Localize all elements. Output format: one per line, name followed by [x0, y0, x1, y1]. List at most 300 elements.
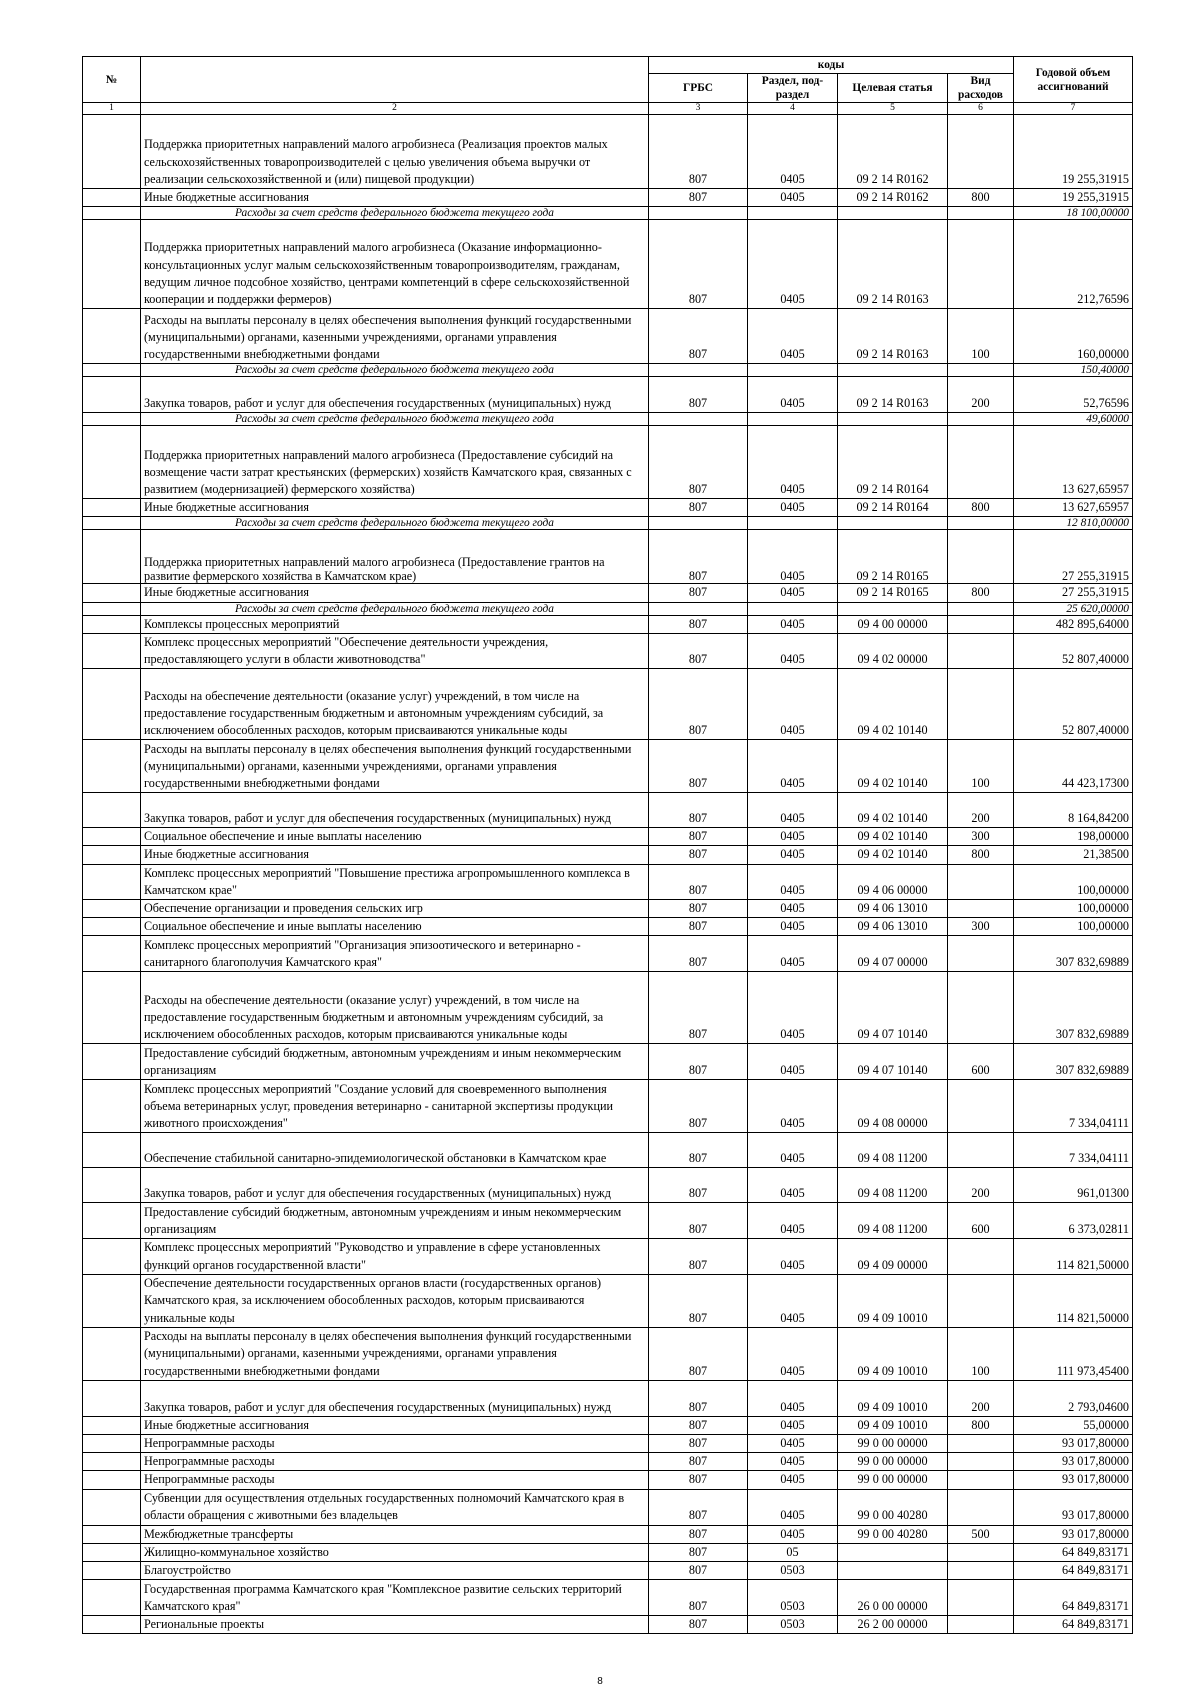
cell-vid: 600 — [948, 1203, 1014, 1239]
cell-celevaya — [838, 1543, 948, 1561]
header-razdel: Раздел, под-раздел — [748, 74, 838, 103]
cell-name: Социальное обеспечение и иные выплаты населению — [141, 828, 649, 846]
cell-name: Закупка товаров, работ и услуг для обеспечения государственных (муниципальных) нужд — [141, 793, 649, 828]
cell-grbs: 807 — [649, 1168, 748, 1203]
cell-razdel: 0405 — [748, 740, 838, 793]
cell-num — [83, 1080, 141, 1133]
cell-vid — [948, 1580, 1014, 1616]
cell-vid — [948, 1616, 1014, 1634]
cell-obem: 8 164,84200 — [1014, 793, 1133, 828]
cell-razdel — [748, 413, 838, 426]
cell-grbs: 807 — [649, 633, 748, 668]
table-row — [83, 1580, 1133, 1616]
table-row — [83, 1133, 1133, 1168]
cell-celevaya: 26 2 00 00000 — [838, 1616, 948, 1634]
cell-vid: 800 — [948, 189, 1014, 207]
cell-obem: 64 849,83171 — [1014, 1616, 1133, 1634]
cell-razdel: 0405 — [748, 1239, 838, 1274]
table-row — [83, 1327, 1133, 1380]
cell-razdel: 0405 — [748, 189, 838, 207]
federal-budget-row — [83, 517, 1133, 530]
cell-vid — [948, 900, 1014, 918]
cell-num — [83, 377, 141, 413]
cell-razdel: 0405 — [748, 1327, 838, 1380]
cell-grbs: 807 — [649, 1044, 748, 1080]
cell-name: Непрограммные расходы — [141, 1471, 649, 1489]
cell-celevaya: 09 2 14 R0162 — [838, 115, 948, 189]
table-row — [83, 633, 1133, 668]
cell-grbs: 807 — [649, 936, 748, 972]
cell-obem: 307 832,69889 — [1014, 972, 1133, 1044]
cell-num — [83, 1203, 141, 1239]
cell-celevaya: 99 0 00 00000 — [838, 1471, 948, 1489]
cell-vid: 300 — [948, 918, 1014, 936]
cell-name: Предоставление субсидий бюджетным, автономным учреждениям и иным некоммерческим организациям — [141, 1044, 649, 1080]
cell-obem: 19 255,31915 — [1014, 189, 1133, 207]
cell-celevaya — [838, 364, 948, 377]
cell-celevaya: 09 4 09 10010 — [838, 1416, 948, 1434]
cell-num — [83, 1380, 141, 1416]
cell-grbs: 807 — [649, 189, 748, 207]
table-row — [83, 1435, 1133, 1453]
cell-celevaya — [838, 1562, 948, 1580]
cell-vid — [948, 115, 1014, 189]
cell-name: Благоустройство — [141, 1562, 649, 1580]
cell-razdel: 0405 — [748, 309, 838, 364]
cell-num — [83, 426, 141, 499]
cell-grbs: 807 — [649, 1543, 748, 1561]
cell-vid: 200 — [948, 793, 1014, 828]
cell-grbs: 807 — [649, 1080, 748, 1133]
cell-name: Иные бюджетные ассигнования — [141, 584, 649, 602]
header-celevaya: Целевая статья — [838, 74, 948, 103]
cell-grbs: 807 — [649, 1562, 748, 1580]
table-row — [83, 309, 1133, 364]
cell-num — [83, 584, 141, 602]
cell-obem: 100,00000 — [1014, 864, 1133, 899]
cell-grbs: 807 — [649, 918, 748, 936]
cell-celevaya: 09 4 08 11200 — [838, 1133, 948, 1168]
cell-grbs: 807 — [649, 1471, 748, 1489]
cell-obem: 27 255,31915 — [1014, 530, 1133, 584]
table-row — [83, 1080, 1133, 1133]
cell-razdel: 0405 — [748, 669, 838, 740]
table-row — [83, 584, 1133, 602]
cell-razdel — [748, 207, 838, 220]
cell-razdel: 0405 — [748, 633, 838, 668]
cell-name: Жилищно-коммунальное хозяйство — [141, 1543, 649, 1561]
table-row — [83, 1274, 1133, 1327]
cell-grbs: 807 — [649, 377, 748, 413]
cell-name: Иные бюджетные ассигнования — [141, 499, 649, 517]
cell-razdel: 0405 — [748, 1080, 838, 1133]
table-row — [83, 1525, 1133, 1543]
cell-grbs: 807 — [649, 846, 748, 864]
cell-grbs: 807 — [649, 1239, 748, 1274]
cell-celevaya: 09 4 06 00000 — [838, 864, 948, 899]
federal-budget-row — [83, 207, 1133, 220]
cell-celevaya: 09 4 07 10140 — [838, 972, 948, 1044]
cell-razdel: 0405 — [748, 584, 838, 602]
cell-name: Комплекс процессных мероприятий "Создание условий для своевременного выполнения объема ветеринарных услуг, проведения ветеринарно - санитарной экспертизы продукции животного происхождения" — [141, 1080, 649, 1133]
cell-num — [83, 828, 141, 846]
cell-name: Поддержка приоритетных направлений малого агробизнеса (Предоставление грантов на развитие фермерского хозяйства в Камчатском крае) — [141, 530, 649, 584]
cell-name: Обеспечение организации и проведения сельских игр — [141, 900, 649, 918]
cell-grbs: 807 — [649, 864, 748, 899]
cell-vid: 100 — [948, 740, 1014, 793]
cell-celevaya — [838, 602, 948, 615]
cell-name: Иные бюджетные ассигнования — [141, 846, 649, 864]
col-number: 7 — [1014, 103, 1133, 115]
cell-obem: 25 620,00000 — [1014, 602, 1133, 615]
cell-name: Непрограммные расходы — [141, 1435, 649, 1453]
cell-vid — [948, 1435, 1014, 1453]
cell-grbs: 807 — [649, 1435, 748, 1453]
cell-razdel: 0405 — [748, 426, 838, 499]
cell-razdel: 0405 — [748, 900, 838, 918]
cell-celevaya: 09 2 14 R0164 — [838, 426, 948, 499]
cell-name: Обеспечение стабильной санитарно-эпидемиологической обстановки в Камчатском крае — [141, 1133, 649, 1168]
cell-vid — [948, 1489, 1014, 1525]
cell-num — [83, 1044, 141, 1080]
cell-vid — [948, 936, 1014, 972]
cell-name: Расходы на выплаты персоналу в целях обеспечения выполнения функций государственными (муниципальными) органами, казенными учреждениями, органами управления государственными внебюджетными фондами — [141, 1327, 649, 1380]
cell-obem: 114 821,50000 — [1014, 1274, 1133, 1327]
cell-vid — [948, 1274, 1014, 1327]
cell-obem: 13 627,65957 — [1014, 426, 1133, 499]
cell-vid — [948, 1543, 1014, 1561]
cell-vid — [948, 1080, 1014, 1133]
cell-grbs: 807 — [649, 1525, 748, 1543]
cell-grbs: 807 — [649, 615, 748, 633]
cell-grbs: 807 — [649, 1580, 748, 1616]
cell-celevaya: 09 4 00 00000 — [838, 615, 948, 633]
cell-razdel: 0405 — [748, 1489, 838, 1525]
cell-obem: 52 807,40000 — [1014, 669, 1133, 740]
cell-num — [83, 918, 141, 936]
table-row — [83, 1239, 1133, 1274]
cell-name: Комплекс процессных мероприятий "Организация эпизоотического и ветеринарно - санитарного благополучия Камчатского края" — [141, 936, 649, 972]
cell-grbs: 807 — [649, 900, 748, 918]
cell-vid: 300 — [948, 828, 1014, 846]
cell-grbs: 807 — [649, 1133, 748, 1168]
cell-vid — [948, 633, 1014, 668]
cell-razdel: 0405 — [748, 1435, 838, 1453]
header-name — [141, 57, 649, 103]
cell-celevaya: 09 2 14 R0163 — [838, 220, 948, 309]
cell-vid — [948, 1453, 1014, 1471]
table-row — [83, 740, 1133, 793]
cell-num — [83, 972, 141, 1044]
cell-num — [83, 1327, 141, 1380]
table-row — [83, 900, 1133, 918]
cell-vid — [948, 413, 1014, 426]
cell-name: Комплекс процессных мероприятий "Обеспечение деятельности учреждения, предоставляющего услуги в области животноводства" — [141, 633, 649, 668]
cell-celevaya: 09 4 06 13010 — [838, 900, 948, 918]
cell-obem: 44 423,17300 — [1014, 740, 1133, 793]
table-row — [83, 864, 1133, 899]
cell-vid: 800 — [948, 499, 1014, 517]
cell-celevaya: 09 4 09 10010 — [838, 1327, 948, 1380]
table-row — [83, 1471, 1133, 1489]
cell-vid: 200 — [948, 1168, 1014, 1203]
cell-name: Закупка товаров, работ и услуг для обеспечения государственных (муниципальных) нужд — [141, 377, 649, 413]
cell-grbs: 807 — [649, 220, 748, 309]
cell-num — [83, 900, 141, 918]
table-row — [83, 936, 1133, 972]
table-row — [83, 530, 1133, 584]
cell-name: Расходы за счет средств федерального бюджета текущего года — [141, 413, 649, 426]
cell-razdel: 0405 — [748, 1453, 838, 1471]
table-row — [83, 1453, 1133, 1471]
table-row — [83, 972, 1133, 1044]
cell-obem: 961,01300 — [1014, 1168, 1133, 1203]
cell-razdel — [748, 364, 838, 377]
cell-grbs: 807 — [649, 1380, 748, 1416]
cell-celevaya: 99 0 00 00000 — [838, 1435, 948, 1453]
cell-obem: 93 017,80000 — [1014, 1435, 1133, 1453]
cell-obem: 482 895,64000 — [1014, 615, 1133, 633]
cell-grbs: 807 — [649, 426, 748, 499]
cell-num — [83, 602, 141, 615]
table-row — [83, 1562, 1133, 1580]
header-vid: Вид расходов — [948, 74, 1014, 103]
cell-obem: 150,40000 — [1014, 364, 1133, 377]
page-number: 8 — [597, 1676, 603, 1687]
cell-num — [83, 740, 141, 793]
cell-obem: 64 849,83171 — [1014, 1562, 1133, 1580]
table-row — [83, 1203, 1133, 1239]
cell-num — [83, 615, 141, 633]
cell-num — [83, 1525, 141, 1543]
cell-num — [83, 413, 141, 426]
cell-vid: 100 — [948, 1327, 1014, 1380]
table-row — [83, 1616, 1133, 1634]
cell-name: Расходы на выплаты персоналу в целях обеспечения выполнения функций государственными (муниципальными) органами, казенными учреждениями, органами управления государственными внебюджетными фондами — [141, 740, 649, 793]
cell-grbs — [649, 517, 748, 530]
cell-vid — [948, 1471, 1014, 1489]
cell-vid — [948, 615, 1014, 633]
cell-num — [83, 499, 141, 517]
cell-grbs: 807 — [649, 1416, 748, 1434]
cell-razdel: 0405 — [748, 220, 838, 309]
cell-celevaya: 09 2 14 R0164 — [838, 499, 948, 517]
cell-grbs: 807 — [649, 530, 748, 584]
col-number: 2 — [141, 103, 649, 115]
header-codes: коды — [649, 57, 1014, 74]
cell-celevaya: 09 4 02 10140 — [838, 740, 948, 793]
cell-razdel: 0405 — [748, 1274, 838, 1327]
cell-name: Закупка товаров, работ и услуг для обеспечения государственных (муниципальных) нужд — [141, 1168, 649, 1203]
cell-num — [83, 1562, 141, 1580]
cell-celevaya: 09 4 09 10010 — [838, 1274, 948, 1327]
cell-num — [83, 530, 141, 584]
cell-razdel — [748, 517, 838, 530]
cell-obem: 7 334,04111 — [1014, 1133, 1133, 1168]
cell-name: Предоставление субсидий бюджетным, автономным учреждениям и иным некоммерческим организациям — [141, 1203, 649, 1239]
table-row — [83, 189, 1133, 207]
cell-razdel: 0405 — [748, 864, 838, 899]
cell-celevaya: 09 2 14 R0162 — [838, 189, 948, 207]
budget-table — [82, 56, 1133, 1634]
cell-celevaya: 09 4 07 00000 — [838, 936, 948, 972]
cell-vid: 200 — [948, 377, 1014, 413]
cell-grbs: 807 — [649, 828, 748, 846]
cell-num — [83, 846, 141, 864]
cell-razdel: 0405 — [748, 936, 838, 972]
cell-obem: 100,00000 — [1014, 900, 1133, 918]
cell-celevaya: 09 4 08 11200 — [838, 1203, 948, 1239]
cell-grbs — [649, 602, 748, 615]
cell-vid: 800 — [948, 846, 1014, 864]
cell-celevaya: 09 4 02 10140 — [838, 828, 948, 846]
cell-celevaya: 99 0 00 40280 — [838, 1525, 948, 1543]
cell-vid — [948, 426, 1014, 499]
cell-grbs: 807 — [649, 1203, 748, 1239]
cell-obem: 52,76596 — [1014, 377, 1133, 413]
cell-name: Межбюджетные трансферты — [141, 1525, 649, 1543]
federal-budget-row — [83, 413, 1133, 426]
cell-obem: 100,00000 — [1014, 918, 1133, 936]
cell-name: Региональные проекты — [141, 1616, 649, 1634]
cell-vid: 600 — [948, 1044, 1014, 1080]
cell-num — [83, 1489, 141, 1525]
cell-celevaya: 09 4 07 10140 — [838, 1044, 948, 1080]
cell-vid — [948, 530, 1014, 584]
table-row — [83, 1168, 1133, 1203]
cell-name: Расходы на выплаты персоналу в целях обеспечения выполнения функций государственными (муниципальными) органами, казенными учреждениями, органами управления государственными внебюджетными фондами — [141, 309, 649, 364]
cell-name: Поддержка приоритетных направлений малого агробизнеса (Реализация проектов малых сельскохозяйственных товаропроизводителей с целью увеличения объема выручки от реализации сельскохозяйственной и (или) пищевой продукции) — [141, 115, 649, 189]
cell-razdel: 0405 — [748, 1044, 838, 1080]
cell-name: Расходы за счет средств федерального бюджета текущего года — [141, 517, 649, 530]
cell-name: Субвенции для осуществления отдельных государственных полномочий Камчатского края в области обращения с животными без владельцев — [141, 1489, 649, 1525]
cell-razdel: 0405 — [748, 793, 838, 828]
cell-vid — [948, 972, 1014, 1044]
cell-num — [83, 220, 141, 309]
cell-obem: 18 100,00000 — [1014, 207, 1133, 220]
cell-razdel: 0405 — [748, 530, 838, 584]
cell-celevaya: 99 0 00 40280 — [838, 1489, 948, 1525]
cell-celevaya: 09 4 02 10140 — [838, 669, 948, 740]
cell-vid — [948, 1239, 1014, 1274]
cell-grbs: 807 — [649, 972, 748, 1044]
cell-celevaya: 09 4 09 00000 — [838, 1239, 948, 1274]
cell-celevaya: 09 2 14 R0165 — [838, 530, 948, 584]
cell-razdel: 0405 — [748, 1471, 838, 1489]
cell-obem: 93 017,80000 — [1014, 1525, 1133, 1543]
table-row — [83, 115, 1133, 189]
table-row — [83, 615, 1133, 633]
cell-razdel: 0405 — [748, 1203, 838, 1239]
cell-vid: 500 — [948, 1525, 1014, 1543]
cell-celevaya — [838, 207, 948, 220]
cell-vid — [948, 517, 1014, 530]
cell-obem: 49,60000 — [1014, 413, 1133, 426]
cell-razdel: 0503 — [748, 1580, 838, 1616]
table-row — [83, 918, 1133, 936]
cell-celevaya: 09 4 02 10140 — [838, 793, 948, 828]
cell-obem: 64 849,83171 — [1014, 1580, 1133, 1616]
table-row — [83, 426, 1133, 499]
cell-obem: 19 255,31915 — [1014, 115, 1133, 189]
cell-razdel: 0405 — [748, 972, 838, 1044]
cell-num — [83, 1416, 141, 1434]
cell-grbs: 807 — [649, 669, 748, 740]
cell-name: Расходы за счет средств федерального бюджета текущего года — [141, 602, 649, 615]
cell-grbs: 807 — [649, 1489, 748, 1525]
cell-num — [83, 669, 141, 740]
table-row — [83, 377, 1133, 413]
cell-celevaya: 09 4 08 00000 — [838, 1080, 948, 1133]
cell-obem: 307 832,69889 — [1014, 936, 1133, 972]
cell-num — [83, 1133, 141, 1168]
cell-vid: 100 — [948, 309, 1014, 364]
cell-name: Комплекс процессных мероприятий "Повышение престижа агропромышленного комплекса в Камчатском крае" — [141, 864, 649, 899]
col-number: 5 — [838, 103, 948, 115]
cell-obem: 27 255,31915 — [1014, 584, 1133, 602]
cell-obem: 12 810,00000 — [1014, 517, 1133, 530]
table-row — [83, 793, 1133, 828]
cell-razdel: 0405 — [748, 115, 838, 189]
cell-celevaya: 09 4 06 13010 — [838, 918, 948, 936]
cell-num — [83, 115, 141, 189]
cell-obem: 198,00000 — [1014, 828, 1133, 846]
header-num: № — [83, 57, 141, 103]
cell-vid — [948, 864, 1014, 899]
cell-razdel: 0405 — [748, 846, 838, 864]
cell-celevaya: 09 2 14 R0163 — [838, 377, 948, 413]
cell-num — [83, 517, 141, 530]
cell-celevaya: 09 4 02 10140 — [838, 846, 948, 864]
cell-razdel: 0405 — [748, 1133, 838, 1168]
cell-razdel: 0405 — [748, 828, 838, 846]
cell-name: Обеспечение деятельности государственных органов власти (государственных органов) Камчатского края, за исключением обособленных расходов, которым присваиваются уникальные коды — [141, 1274, 649, 1327]
cell-razdel: 0503 — [748, 1616, 838, 1634]
cell-celevaya: 09 4 09 10010 — [838, 1380, 948, 1416]
cell-celevaya: 26 0 00 00000 — [838, 1580, 948, 1616]
cell-obem: 7 334,04111 — [1014, 1080, 1133, 1133]
cell-num — [83, 1616, 141, 1634]
cell-grbs: 807 — [649, 1453, 748, 1471]
cell-obem: 160,00000 — [1014, 309, 1133, 364]
cell-name: Иные бюджетные ассигнования — [141, 189, 649, 207]
cell-celevaya: 09 2 14 R0163 — [838, 309, 948, 364]
cell-grbs: 807 — [649, 309, 748, 364]
cell-vid — [948, 220, 1014, 309]
cell-num — [83, 1543, 141, 1561]
cell-grbs: 807 — [649, 1327, 748, 1380]
cell-obem: 64 849,83171 — [1014, 1543, 1133, 1561]
cell-razdel: 0503 — [748, 1562, 838, 1580]
col-number: 6 — [948, 103, 1014, 115]
cell-grbs — [649, 413, 748, 426]
cell-razdel: 0405 — [748, 918, 838, 936]
cell-vid — [948, 602, 1014, 615]
cell-name: Социальное обеспечение и иные выплаты населению — [141, 918, 649, 936]
cell-name: Расходы на обеспечение деятельности (оказание услуг) учреждений, в том числе на предоставление государственным бюджетным и автономным учреждениям субсидий, за исключением обособленных расходов, которым присваиваются уникальные коды — [141, 669, 649, 740]
cell-celevaya — [838, 517, 948, 530]
cell-celevaya — [838, 413, 948, 426]
cell-num — [83, 1580, 141, 1616]
cell-razdel — [748, 602, 838, 615]
cell-obem: 307 832,69889 — [1014, 1044, 1133, 1080]
col-number: 1 — [83, 103, 141, 115]
cell-grbs: 807 — [649, 115, 748, 189]
cell-vid — [948, 1562, 1014, 1580]
cell-grbs: 807 — [649, 1616, 748, 1634]
table-row — [83, 1380, 1133, 1416]
cell-obem: 111 973,45400 — [1014, 1327, 1133, 1380]
